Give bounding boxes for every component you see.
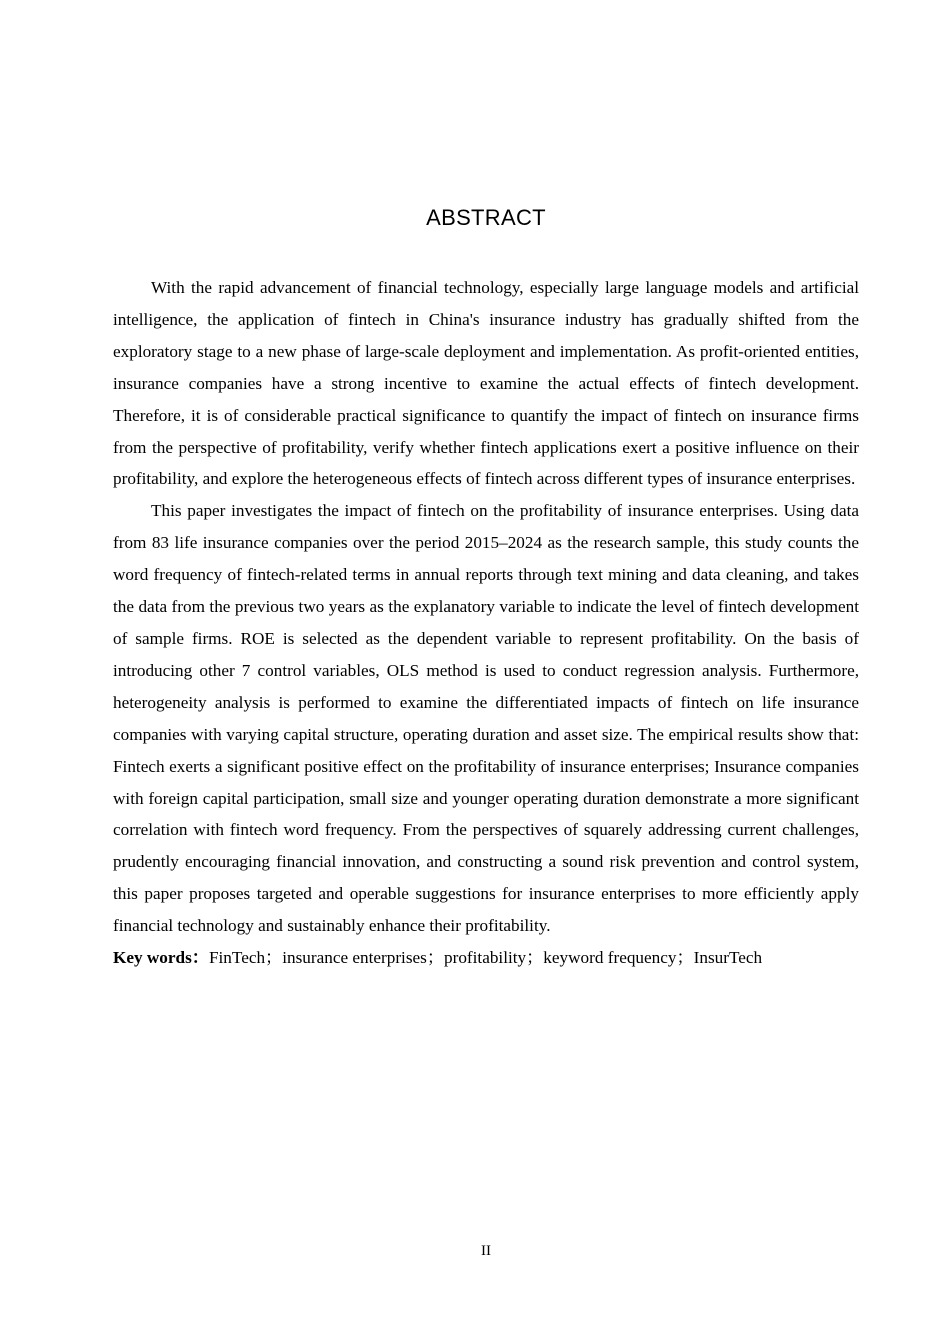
abstract-paragraph-1: With the rapid advancement of financial technology, especially large language models and artificial intelligence, the application of fintech in China's insurance industry has gradually shifted from the exploratory stage to a new phase of large-scale deployment and implementation. As profit-oriented entities, insurance companies have a strong incentive to examine the actual effects of fintech development. Therefore, it is of considerable practical significance to quantify the impact of fintech on insurance firms from the perspective of profitability, verify whether fintech applications exert a positive influence on their profitability, and explore the heterogeneous effects of fintech across different types of insurance enterprises.: [113, 278, 859, 489]
keywords-text: FinTech；insurance enterprises；profitability；keyword frequency；InsurTech: [208, 948, 763, 968]
abstract-body: [113, 272, 859, 974]
keywords-line: [113, 942, 859, 974]
abstract-title: ABSTRACT: [426, 205, 546, 230]
page-number: II: [481, 1243, 491, 1259]
keywords-label: Key words：: [113, 948, 209, 968]
abstract-paragraph-2: This paper investigates the impact of fintech on the profitability of insurance enterprises. Using data from 83 life insurance companies over the period 2015–2024 as the research sample, this study counts the word frequency of fintech-related terms in annual reports through text mining and data cleaning, and takes the data from the previous two years as the explanatory variable to indicate the level of fintech development of sample firms. ROE is selected as the dependent variable to represent profitability. On the basis of introducing other 7 control variables, OLS method is used to conduct regression analysis. Furthermore, heterogeneity analysis is performed to examine the differentiated impacts of fintech on life insurance companies with varying capital structure, operating duration and asset size. The empirical results show that: Fintech exerts a significant positive effect on the profitability of insurance enterprises; Insurance companies with foreign capital participation, small size and younger operating duration demonstrate a more significant correlation with fintech word frequency. From the perspectives of squarely addressing current challenges, prudently encouraging financial innovation, and constructing a sound risk prevention and control system, this paper proposes targeted and operable suggestions for insurance enterprises to more efficiently apply financial technology and sustainably enhance their profitability.: [113, 501, 859, 936]
